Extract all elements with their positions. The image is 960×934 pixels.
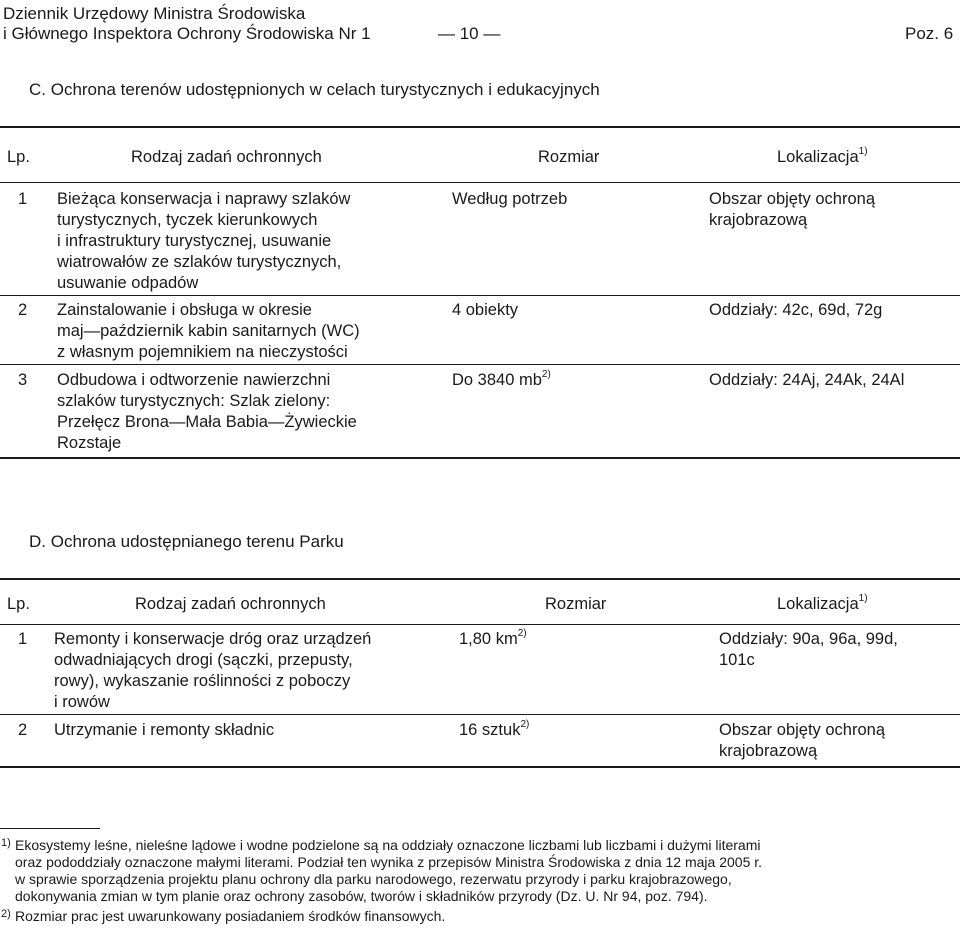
row-task: Remonty i konserwacje dróg oraz urządzeń odwadniających drogi (sączki, przepusty, rowy), wykaszanie roślinności z poboczy i rowów <box>54 630 372 711</box>
table-c-bottom-rule <box>0 457 960 459</box>
col-lp: Lp. <box>7 148 30 166</box>
row-location: Obszar objęty ochroną krajobrazową <box>709 190 876 229</box>
col-task: Rodzaj zadań ochronnych <box>135 595 326 613</box>
page-number: — 10 — <box>438 24 501 43</box>
row-task: Bieżąca konserwacja i naprawy szlaków turystycznych, tyczek kierunkowych i infrastruktury turystycznej, usuwanie wiatrowałów ze szlaków turystycznych, usuwanie odpadów <box>57 190 351 292</box>
row-size: 4 obiekty <box>452 301 519 319</box>
row-location: Oddziały: 90a, 96a, 99d, 101c <box>719 630 898 669</box>
table-d-bottom-rule <box>0 766 960 768</box>
row-task: Odbudowa i odtworzenie nawierzchni szlaków turystycznych: Szlak zielony: Przełęcz Brona—Mała Babia—Żywieckie Rozstaje <box>57 371 357 452</box>
row-location: Oddziały: 24Aj, 24Ak, 24Al <box>709 371 905 389</box>
table-d-header-rule <box>0 624 960 625</box>
section-c-title: C. Ochrona terenów udostępnionych w celach turystycznych i edukacyjnych <box>29 80 600 99</box>
row-task: Utrzymanie i remonty składnic <box>54 721 275 739</box>
col-location: Lokalizacja$^{1)}$ <box>777 145 868 166</box>
row-lp: 2 <box>18 721 28 739</box>
position-number: Poz. 6 <box>905 24 954 43</box>
row-size: Według potrzeb <box>452 190 568 208</box>
section-d-title: D. Ochrona udostępnianego terenu Parku <box>29 532 344 551</box>
row-divider <box>0 364 960 365</box>
col-location: Lokalizacja$^{1)}$ <box>777 592 868 613</box>
row-lp: 3 <box>18 371 28 389</box>
journal-title-line1: Dziennik Urzędowy Ministra Środowiska <box>3 4 306 23</box>
row-task: Zainstalowanie i obsługa w okresie maj—październik kabin sanitarnych (WC) z własnym pojemnikiem na nieczystości <box>57 301 360 361</box>
row-lp: 1 <box>18 630 28 648</box>
col-lp: Lp. <box>7 595 30 613</box>
row-size: Do 3840 $mb^{2)}$ <box>452 368 551 389</box>
table-c-header-rule <box>0 182 960 183</box>
row-size: 1,80 $km^{2)}$ <box>459 627 527 648</box>
col-size: Rozmiar <box>538 148 600 166</box>
row-location: Obszar objęty ochroną krajobrazową <box>719 721 886 760</box>
journal-title-line2: i Głównego Inspektora Ochrony Środowiska Nr 1 <box>3 24 371 43</box>
row-divider <box>0 714 960 715</box>
row-lp: 2 <box>18 301 28 319</box>
footnote-mark: 2) <box>1 908 11 920</box>
footnote-mark: 1) <box>1 837 11 849</box>
footnote-text: Rozmiar prac jest uwarunkowany posiadaniem środków finansowych. <box>15 908 446 924</box>
row-location: Oddziały: 42c, 69d, 72g <box>709 301 883 319</box>
row-divider <box>0 295 960 296</box>
row-lp: 1 <box>18 190 28 208</box>
footnote-separator <box>0 828 100 829</box>
footnote-text: Ekosystemy leśne, nieleśne lądowe i wodne podzielone są na oddziały oznaczone liczbami lub liczbami i dużymi literami oraz pododdziały oznaczone małymi literami. Podział ten wynika z przepisów Ministra Środowiska z dnia 12 maja 2005 r. w sprawie sporządzenia projektu planu ochrony dla parku narodowego, rezerwatu przyrody i parku krajobrazowego, dokonywania zmian w tym planie oraz ochrony zasobów, tworów i składników przyrody (Dz. U. Nr 94, poz. 794). <box>15 837 763 904</box>
col-task: Rodzaj zadań ochronnych <box>131 148 322 166</box>
col-size: Rozmiar <box>545 595 607 613</box>
table-c-top-rule <box>0 126 960 128</box>
row-size: 16 sztuk$^{2)}$ <box>459 718 530 739</box>
table-d-top-rule <box>0 578 960 580</box>
